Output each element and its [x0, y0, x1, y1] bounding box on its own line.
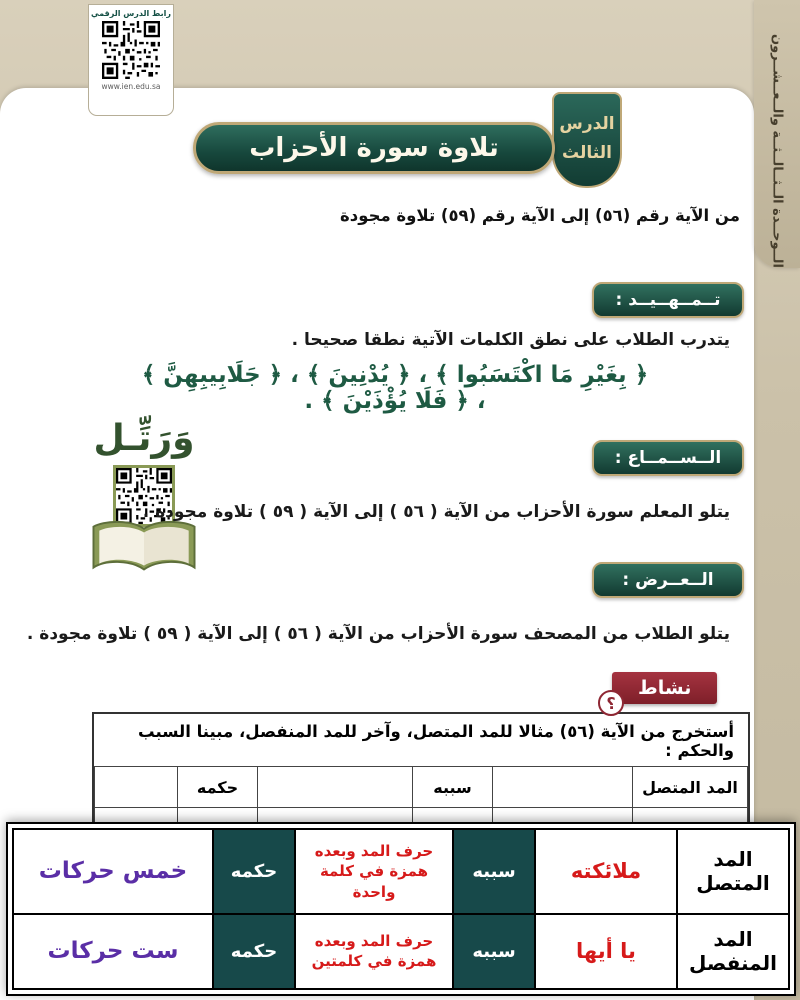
example-cell: يا أيها: [535, 914, 677, 989]
quran-words: ﴿ بِغَيْرِ مَا اكْتَسَبُوا ﴾ ، ﴿ يُدْنِينَ ﴾ ، ﴿ جَلَابِيبِهِنَّ ﴾ ، ﴿ فَلَا يُؤْذَيْنَ ﴾ .: [141, 362, 649, 414]
answer-row: [13, 829, 789, 914]
section-header-tamheed: تــمــهــيــد :: [592, 282, 744, 318]
lesson-badge-line1: الدرس: [559, 114, 615, 134]
reason-cell: حرف المد وبعده همزة في كلمة واحدة: [295, 829, 453, 914]
worksheet-reason-blank[interactable]: [258, 767, 413, 808]
samaa-text: يتلو المعلم سورة الأحزاب من الآية ( ٥٦ ) إلى الآية ( ٥٩ ) تلاوة مجودة .: [142, 502, 730, 522]
qr-code-icon: [102, 21, 160, 79]
wartil-calligraphy: وَرَتِّـل: [93, 418, 195, 459]
ruling-cell: خمس حركات: [13, 829, 213, 914]
activity-badge: نشاط: [612, 672, 717, 704]
qr-url: www.ien.edu.sa: [101, 82, 161, 91]
lesson-title: تلاوة سورة الأحزاب: [249, 133, 499, 163]
lesson-badge-line2: الثالث: [562, 142, 612, 163]
worksheet-hukm-header: حكمه: [178, 767, 258, 808]
worksheet-row-muttasil: [95, 767, 748, 808]
section-header-samaa: الــســمــاع :: [592, 440, 744, 476]
example-cell: ملائكته: [535, 829, 677, 914]
arad-text: يتلو الطلاب من المصحف سورة الأحزاب من الآية ( ٥٦ ) إلى الآية ( ٥٩ ) تلاوة مجودة .: [26, 624, 730, 644]
lesson-range-subtitle: من الآية رقم (٥٦) إلى الآية رقم (٥٩) تلاوة مجودة: [340, 206, 740, 225]
worksheet-ruling-blank[interactable]: [95, 767, 178, 808]
ruling-cell: ست حركات: [13, 914, 213, 989]
answer-key-overlay: [6, 822, 796, 996]
question-mark-icon: ؟: [598, 690, 624, 716]
activity-prompt: أستخرج من الآية (٥٦) مثالا للمد المتصل، وآخر للمد المنفصل، مبينا السبب والحكم :: [138, 722, 734, 760]
unit-side-tab: [754, 0, 800, 268]
lesson-number-badge: [552, 92, 622, 188]
open-book-icon: [82, 517, 206, 585]
tamheed-text: يتدرب الطلاب على نطق الكلمات الآتية نطقا صحيحا .: [291, 330, 730, 350]
madd-type-cell: المد المتصل: [677, 829, 789, 914]
section-header-arad: الــعــرض :: [592, 562, 744, 598]
answer-row: [13, 914, 789, 989]
lesson-title-banner: [193, 122, 555, 174]
lesson-qr-panel: [88, 4, 174, 116]
hukm-label-cell: حكمه: [213, 914, 295, 989]
worksheet-sabab-header: سببه: [413, 767, 493, 808]
reason-cell: حرف المد وبعده همزة في كلمتين: [295, 914, 453, 989]
worksheet-muttasil-header: المد المتصل: [633, 767, 748, 808]
unit-title: الــوحــدة الــثــالــثــة والــعــشــرون: [769, 34, 785, 268]
sabab-label-cell: سببه: [453, 914, 535, 989]
hukm-label-cell: حكمه: [213, 829, 295, 914]
sabab-label-cell: سببه: [453, 829, 535, 914]
answer-table: [12, 828, 790, 990]
qr-caption: رابط الدرس الرقمي: [91, 9, 171, 18]
madd-type-cell: المد المنفصل: [677, 914, 789, 989]
worksheet-example-blank[interactable]: [493, 767, 633, 808]
